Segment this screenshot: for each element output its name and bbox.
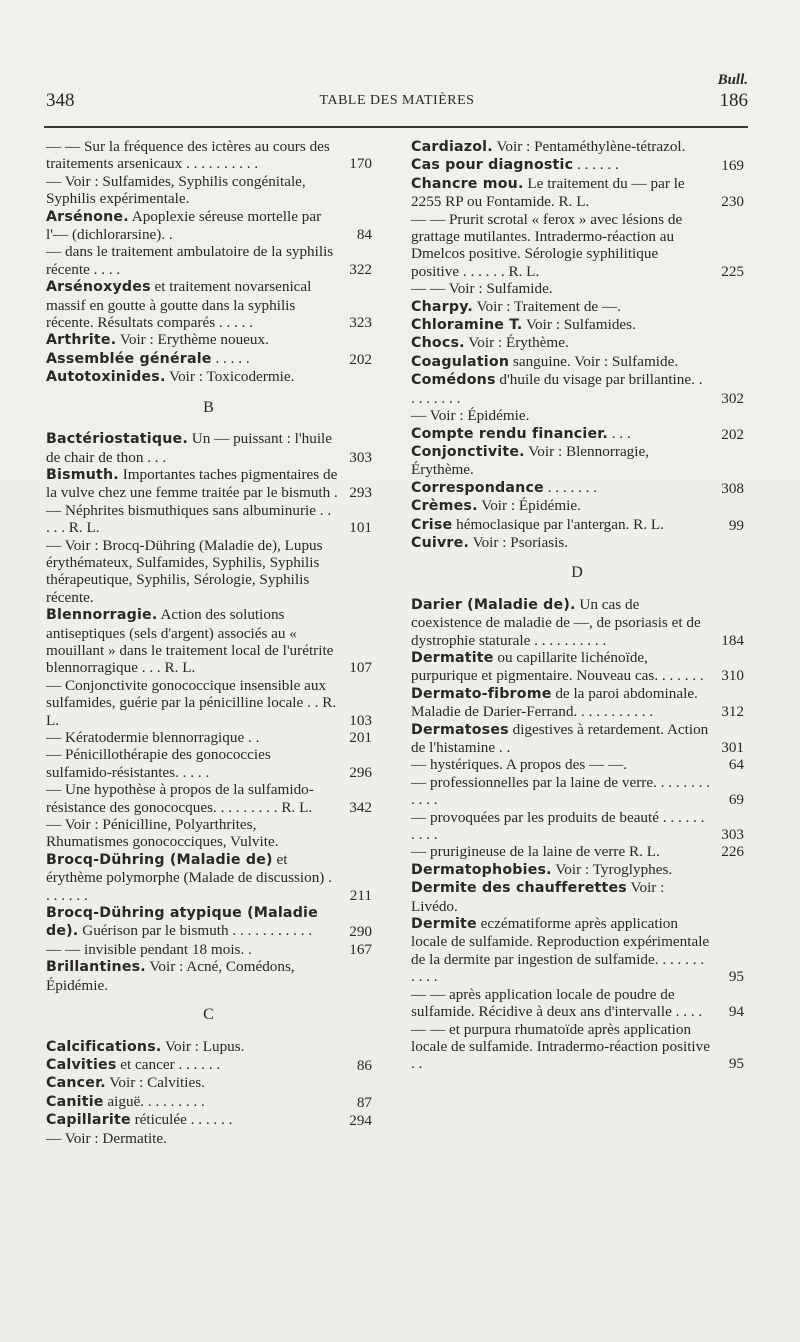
header-year: 186	[719, 90, 748, 111]
index-entry	[411, 843, 744, 860]
entry-heading: Autotoxinides.	[46, 369, 166, 386]
entry-heading: Capillarite	[46, 1112, 131, 1129]
index-entry	[46, 851, 372, 904]
index-entry	[46, 430, 372, 466]
section-letter: D	[571, 564, 584, 582]
page-ref: 226	[721, 843, 744, 861]
entry-text: — — Sur la fréquence des ictères au cours des traitements arsenicaux . . . . . . . . . .	[46, 138, 330, 173]
index-entry	[46, 1074, 372, 1092]
index-entry	[411, 809, 744, 844]
index-entry	[46, 331, 372, 349]
index-entry	[46, 368, 372, 386]
index-entry	[46, 1111, 372, 1129]
index-entry	[411, 479, 744, 497]
page-ref: 303	[349, 448, 372, 466]
page-ref: 323	[349, 314, 372, 332]
index-entry	[46, 958, 372, 994]
page-ref: 107	[349, 659, 372, 677]
index-entry	[46, 466, 372, 502]
entry-heading: Calvities	[46, 1056, 117, 1073]
entry-text: et traitement novarsenical massif en goutte à goutte dans la syphilis récente. Résultats comparés . . . . .	[46, 278, 312, 332]
entry-text: Apoplexie séreuse mortelle par l'— (dichlorarsine). .	[46, 207, 322, 244]
entry-text: Voir : Acné, Comédons, Épidémie.	[46, 958, 295, 994]
entry-text: et érythème polymorphe (Malade de discussion) . . . . . . .	[46, 850, 332, 904]
entry-text: ou capillarite lichénoïde, purpurique et pigmentaire. Nouveau cas. . . . . . .	[411, 648, 704, 685]
index-entry	[411, 534, 744, 552]
index-entry	[411, 298, 744, 316]
index-entry	[411, 649, 744, 685]
entry-text: . . .	[611, 424, 631, 442]
index-entry	[411, 774, 744, 809]
page-ref: 301	[721, 739, 744, 756]
index-entry	[46, 138, 372, 173]
entry-heading: Chocs.	[411, 335, 465, 352]
entry-text: — Voir : Pénicilline, Polyarthrites, Rhumatismes gonococciques, Vulvite.	[46, 816, 279, 851]
index-entry	[46, 606, 372, 677]
page-ref: 293	[349, 484, 372, 502]
page-ref: 294	[349, 1112, 372, 1130]
entry-text: Importantes taches pigmentaires de la vulve chez une femme traitée par le bismuth .	[46, 465, 338, 502]
page-title: TABLE DES MATIÈRES	[319, 93, 475, 108]
entry-text: — provoquées par les produits de beauté . . . . . . . . . .	[411, 808, 705, 844]
entry-text: — dans le traitement ambulatoire de la syphilis récente . . . .	[46, 243, 334, 278]
entry-heading: Cardiazol.	[411, 139, 493, 155]
entry-heading: Blennorragie.	[46, 607, 158, 624]
entry-text: — — et purpura rhumatoïde après application locale de sulfamide. Intradermo-réaction positive . .	[411, 1020, 710, 1073]
index-entry	[411, 986, 744, 1021]
page-ref: 322	[349, 260, 372, 278]
entry-heading: Arsénoxydes	[46, 279, 151, 296]
entry-text: — Pénicillothérapie des gonococcies sulfamido-résistantes. . . . .	[46, 746, 271, 781]
index-entry	[411, 211, 744, 281]
entry-heading: Cancer.	[46, 1075, 106, 1092]
index-entry	[411, 861, 744, 879]
entry-text: de la paroi abdominale. Maladie de Darier-Ferrand. . . . . . . . . . .	[411, 684, 698, 721]
index-entry	[411, 280, 744, 297]
index-entry	[46, 729, 372, 746]
index-entry	[411, 316, 744, 334]
page-ref: 312	[721, 703, 744, 721]
entry-text: — professionnelles par la laine de verre. . . . . . . . . . . .	[411, 773, 711, 809]
index-entry	[411, 175, 744, 211]
entry-text: digestives à retardement. Action de l'histamine . .	[411, 720, 709, 756]
header-bull: Bull.	[717, 72, 748, 88]
index-entry	[411, 1021, 744, 1073]
entry-heading: Cuivre.	[411, 534, 470, 551]
index-entry	[46, 781, 372, 816]
entry-heading: Crise	[411, 516, 453, 533]
entry-heading: Correspondance	[411, 479, 544, 496]
entry-text: Voir : Tyroglyphes.	[555, 860, 673, 878]
page-number: 348	[46, 90, 75, 111]
entry-text: . . . . . .	[577, 156, 619, 174]
entry-heading: Assemblée générale	[46, 350, 212, 367]
index-entry	[411, 353, 744, 371]
page-ref: 211	[349, 886, 372, 904]
index-entry	[46, 173, 372, 208]
page-ref: 167	[349, 940, 372, 958]
entry-text: Voir : Livédo.	[411, 879, 665, 915]
entry-heading: Darier (Maladie de).	[411, 596, 576, 613]
entry-text: Voir : Toxicodermie.	[169, 368, 295, 386]
index-entry	[411, 915, 744, 986]
entry-heading: Dermatophobies.	[411, 861, 552, 878]
index-entry	[46, 746, 372, 781]
entry-text: d'huile du visage par brillantine. . . . . . . . .	[411, 371, 703, 407]
page-ref: 101	[349, 519, 372, 537]
index-entry	[46, 350, 372, 368]
page-ref: 302	[721, 389, 744, 407]
entry-text: réticulée . . . . . .	[134, 1111, 233, 1129]
page-ref: 94	[728, 1003, 744, 1021]
index-entry	[411, 334, 744, 352]
index-entry	[411, 138, 744, 156]
page-ref: 64	[728, 756, 744, 774]
entry-text: Action des solutions antiseptiques (sels d'argent) associés au « mouillant » dans le traitement local de l'urétrite blennorragique . . . R. L.	[46, 606, 334, 677]
entry-text: — — invisible pendant 18 mois. .	[46, 940, 252, 958]
entry-text: Voir : Calvities.	[109, 1074, 205, 1092]
page-ref: 169	[721, 157, 744, 175]
entry-text: Voir : Traitement de —.	[476, 297, 621, 315]
page-ref: 95	[728, 968, 744, 986]
page-header	[46, 90, 748, 114]
entry-heading: Arthrite.	[46, 332, 117, 349]
entry-text: . . . . . . .	[547, 478, 598, 496]
index-entry	[411, 443, 744, 479]
entry-text: — — après application locale de poudre de sulfamide. Récidive à deux ans d'intervalle . . . .	[411, 985, 703, 1021]
index-entry	[46, 1130, 372, 1147]
index-entry	[46, 243, 372, 278]
entry-text: Un cas de coexistence de maladie de —, de psoriasis et de dystrophie staturale . . . . . . . . . .	[411, 595, 701, 649]
entry-heading: Dermite	[411, 916, 477, 933]
index-entry	[46, 1038, 372, 1056]
entry-text: Voir : Erythème noueux.	[119, 331, 269, 349]
entry-text: — Voir : Épidémie.	[411, 407, 530, 425]
page-ref: 184	[721, 631, 744, 649]
page-ref: 201	[349, 729, 372, 746]
page-ref: 230	[721, 193, 744, 211]
index-entry	[411, 596, 744, 649]
entry-text: — Une hypothèse à propos de la sulfamido-résistance des gonococques. . . . . . . . . R. L.	[46, 781, 314, 816]
page-ref: 303	[721, 826, 744, 844]
entry-heading: Coagulation	[411, 353, 510, 370]
index-entry	[46, 677, 372, 729]
index-entry	[46, 816, 372, 851]
entry-heading: Dermato-fibrome	[411, 685, 552, 702]
entry-heading: Dermatoses	[411, 721, 509, 738]
entry-heading: Cas pour diagnostic	[411, 157, 574, 174]
entry-heading: Brocq-Dühring (Maladie de)	[46, 851, 273, 868]
index-entry	[46, 502, 372, 537]
entry-heading: Brocq-Dühring atypique (Maladie de).	[46, 905, 318, 940]
entry-text: Voir : Lupus.	[165, 1037, 245, 1055]
entry-text: — hystériques. A propos des — —.	[411, 756, 627, 774]
entry-text: — Voir : Sulfamides, Syphilis congénitale, Syphilis expérimentale.	[46, 172, 306, 208]
entry-heading: Canitie	[46, 1093, 104, 1110]
index-entry	[411, 721, 744, 757]
entry-text: — prurigineuse de la laine de verre R. L.	[411, 843, 660, 861]
entry-heading: Charpy.	[411, 298, 473, 315]
page-ref: 99	[728, 516, 744, 534]
entry-text: sanguine. Voir : Sulfamide.	[512, 352, 679, 370]
page-ref: 84	[356, 226, 372, 244]
right-column	[411, 138, 744, 1073]
entry-text: aiguë. . . . . . . . .	[107, 1092, 205, 1110]
entry-text: — — Voir : Sulfamide.	[411, 280, 553, 298]
entry-text: — Kératodermie blennorragique . .	[46, 729, 260, 746]
index-entry	[411, 756, 744, 773]
index-entry	[46, 904, 372, 941]
page-ref: 87	[356, 1093, 372, 1111]
index-entry	[46, 537, 372, 607]
header-rule	[44, 126, 748, 128]
page-ref: 225	[721, 262, 744, 280]
entry-heading: Dermatite	[411, 649, 494, 666]
page-ref: 290	[349, 923, 372, 941]
section-letter: B	[203, 398, 215, 416]
index-entry	[46, 1056, 372, 1074]
index-entry	[411, 407, 744, 424]
index-entry	[411, 371, 744, 407]
index-entry	[46, 941, 372, 958]
page-ref: 95	[728, 1055, 744, 1073]
entry-heading: Crèmes.	[411, 498, 478, 515]
entry-text: . . . . .	[215, 349, 250, 367]
entry-text: Voir : Pentaméthylène-tétrazol.	[496, 138, 686, 155]
entry-text: — Voir : Dermatite.	[46, 1129, 167, 1147]
page-ref: 86	[356, 1056, 372, 1074]
page-ref: 202	[721, 425, 744, 443]
page-ref: 103	[349, 711, 372, 729]
entry-heading: Comédons	[411, 372, 496, 389]
entry-heading: Bactériostatique.	[46, 431, 188, 448]
page-ref: 296	[349, 763, 372, 781]
entry-text: Un — puissant : l'huile de chair de thon . . .	[46, 430, 332, 466]
page-ref: 310	[721, 667, 744, 685]
entry-text: Voir : Sulfamides.	[526, 316, 636, 334]
index-entry	[411, 685, 744, 721]
entry-text: Voir : Épidémie.	[481, 497, 581, 515]
entry-heading: Conjonctivite.	[411, 443, 525, 460]
index-entry	[46, 1093, 372, 1111]
entry-text: Le traitement du — par le 2255 RP ou Fontamide. R. L.	[411, 174, 685, 211]
entry-text: — Voir : Brocq-Dühring (Maladie de), Lupus érythémateux, Sulfamides, Syphilis, Syphilis thérapeutique, Syphilis, Sérologie, Syphilis récente.	[46, 536, 323, 606]
entry-text: Guérison par le bismuth . . . . . . . . . . .	[82, 922, 313, 940]
entry-text: Voir : Psoriasis.	[472, 533, 569, 551]
entry-text: — Conjonctivite gonococcique insensible aux sulfamides, guérie par la pénicilline locale . . R. L.	[46, 676, 337, 729]
page-ref: 202	[349, 350, 372, 368]
entry-text: Voir : Blennorragie, Érythème.	[411, 442, 650, 479]
entry-text: et cancer . . . . . .	[120, 1055, 221, 1073]
index-entry	[411, 425, 744, 443]
index-entry	[46, 208, 372, 244]
entry-text: eczématiforme après application locale de sulfamide. Reproduction expérimentale de la dermite par ingestion de sulfamide. . . . . . . . . . .	[411, 915, 710, 986]
entry-heading: Dermite des chaufferettes	[411, 880, 627, 897]
entry-text: — Néphrites bismuthiques sans albuminurie . . . . . R. L.	[46, 501, 332, 537]
entry-heading: Compte rendu financier.	[411, 425, 609, 442]
entry-heading: Chloramine T.	[411, 317, 523, 334]
index-entry	[411, 156, 744, 174]
entry-text: hémoclasique par l'antergan. R. L.	[456, 515, 664, 533]
index-entry	[46, 278, 372, 331]
page-ref: 69	[728, 791, 744, 809]
entry-heading: Chancre mou.	[411, 175, 524, 192]
entry-heading: Brillantines.	[46, 959, 146, 976]
page-ref: 170	[349, 155, 372, 173]
entry-heading: Arsénone.	[46, 208, 129, 225]
index-entry	[411, 879, 744, 915]
section-letter: C	[203, 1006, 215, 1024]
entry-heading: Calcifications.	[46, 1038, 162, 1055]
page-ref: 308	[721, 479, 744, 497]
page-ref: 342	[349, 798, 372, 816]
index-entry	[411, 516, 744, 534]
entry-text: Voir : Érythème.	[468, 334, 569, 352]
left-column	[46, 138, 372, 1147]
index-entry	[411, 497, 744, 515]
entry-heading: Bismuth.	[46, 466, 119, 483]
entry-text: — — Prurit scrotal « ferox » avec lésions de grattage mutilantes. Intradermo-réaction au Dmelcos positive. Sérologie syphilitique positive . . . . . . R. L.	[411, 210, 683, 280]
